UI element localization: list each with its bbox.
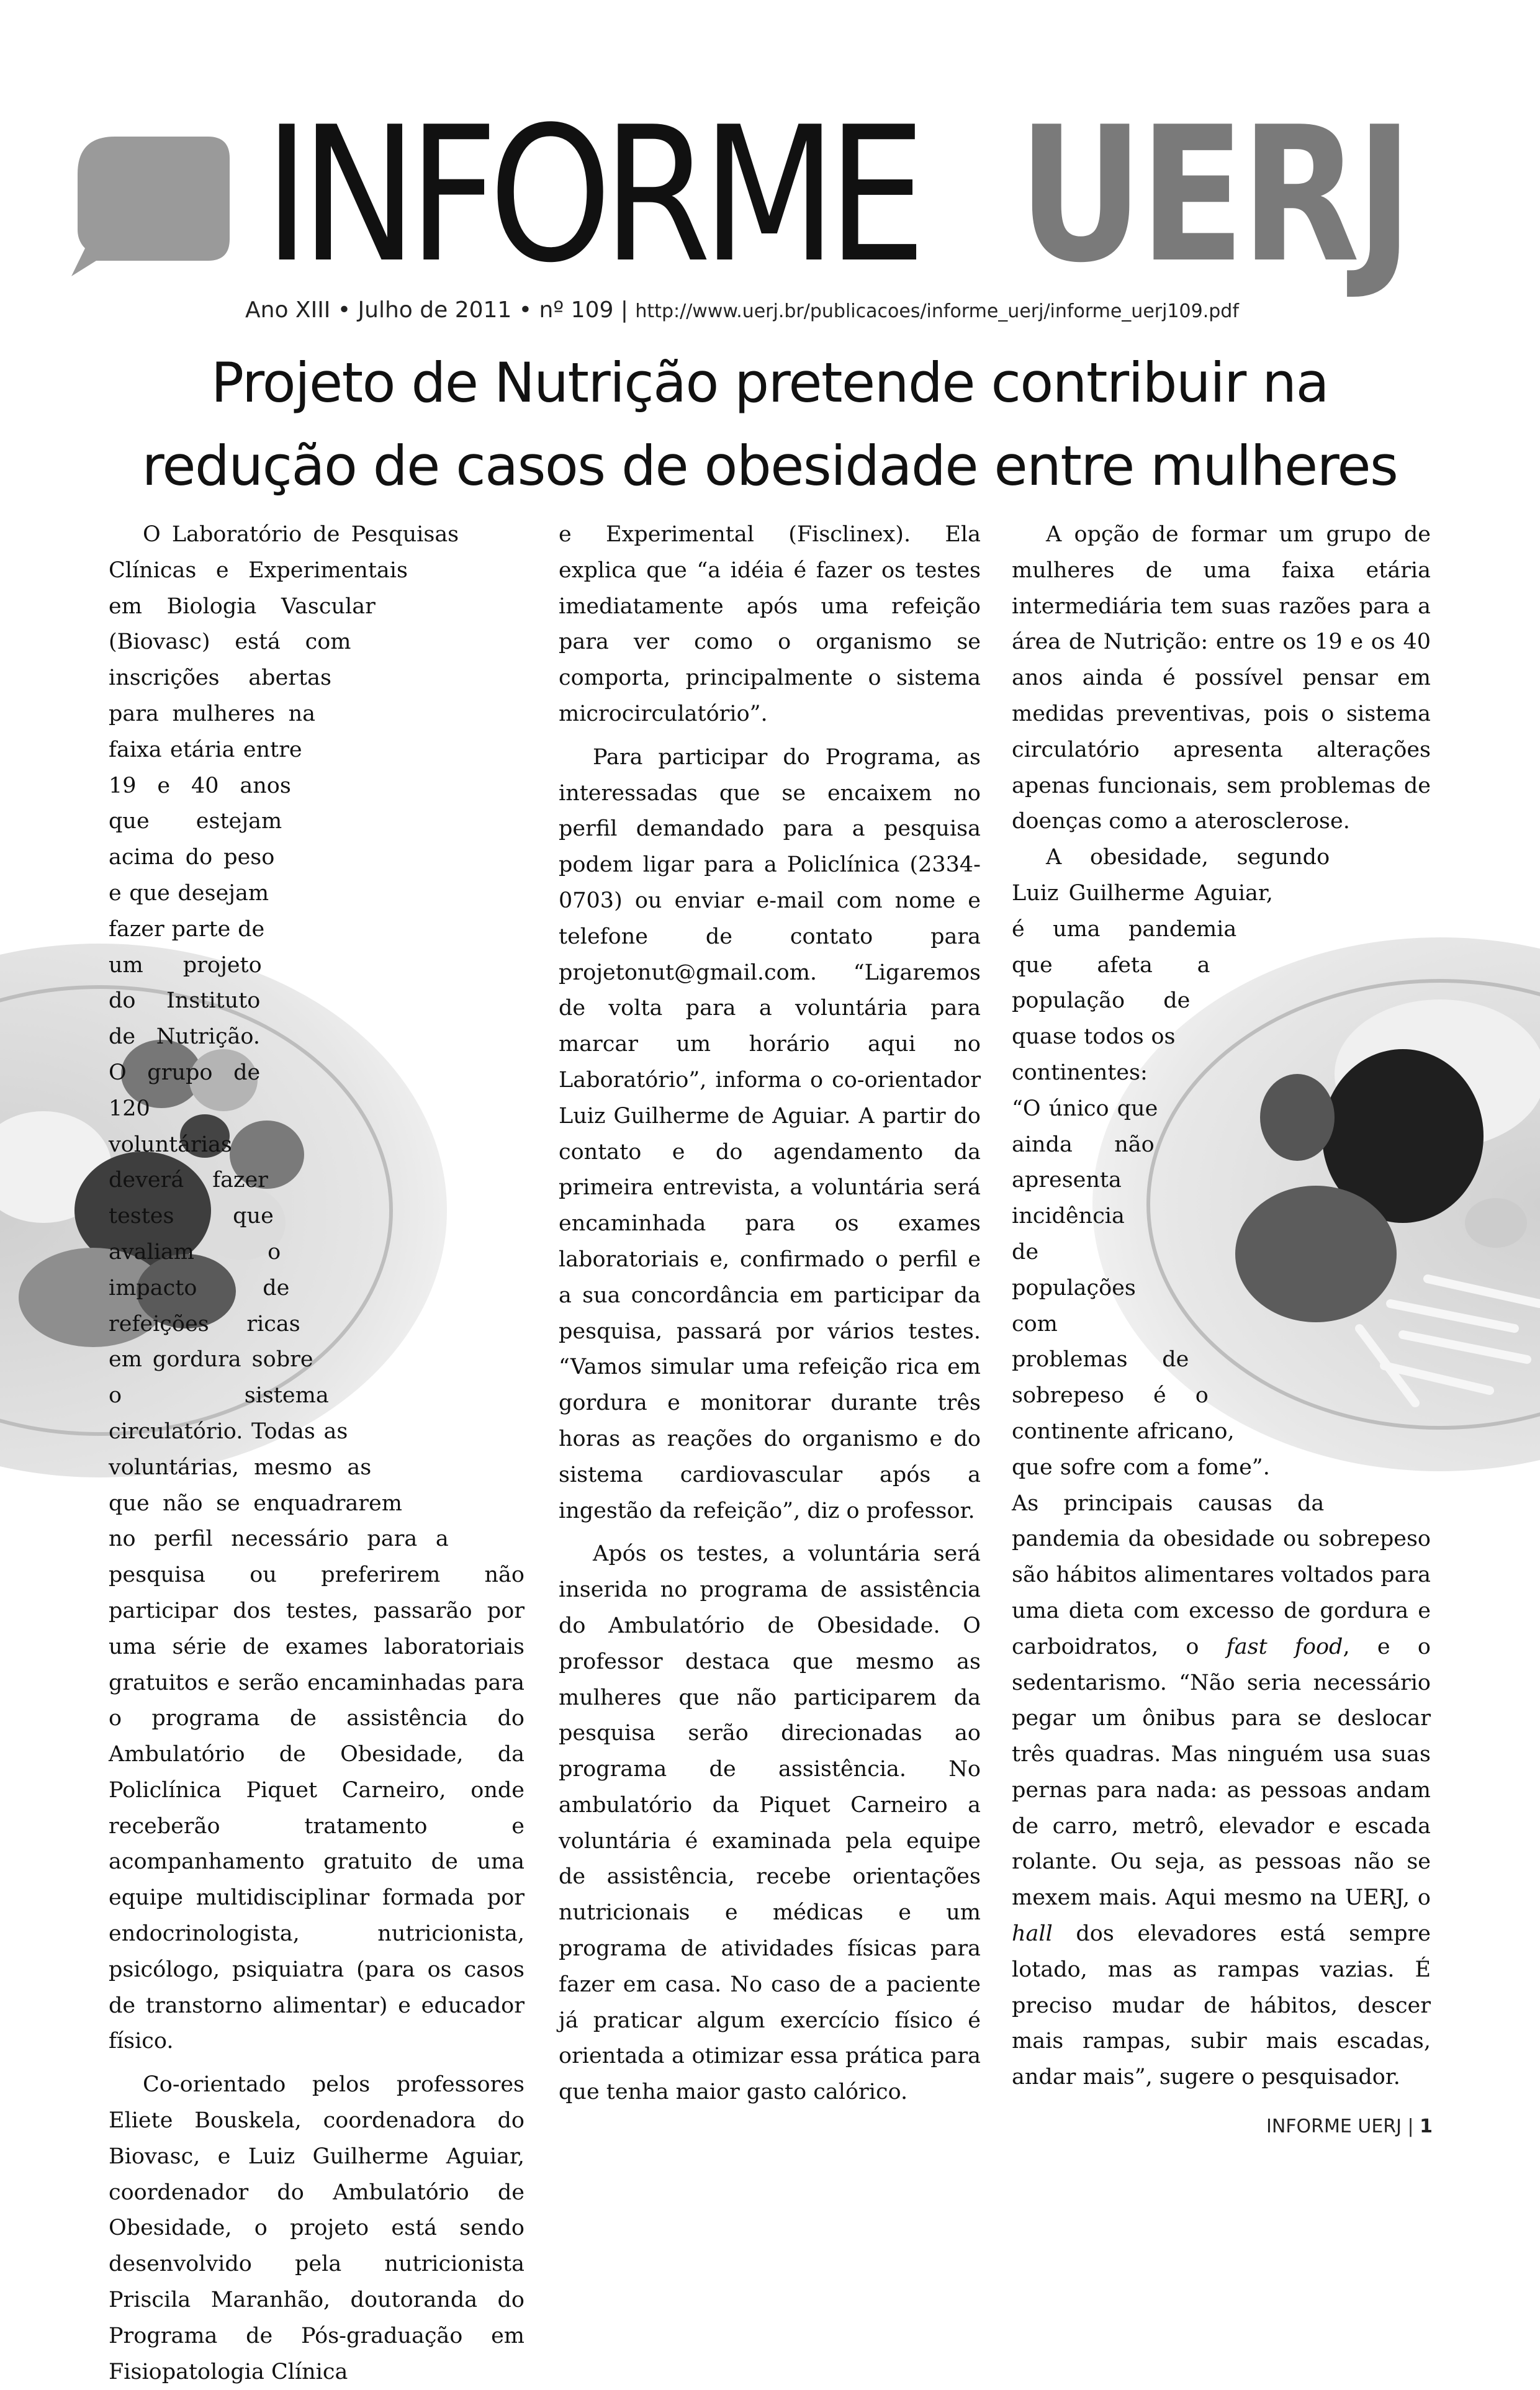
issue-info: Ano XIII • Julho de 2011 • nº 109 | <box>245 297 636 323</box>
article-paragraph: Para participar do Programa, as interessadas que se encaixem no perfil demandado para a pesquisa podem ligar para a Policlínica (2334-0703) ou enviar e-mail com nome e telefone de contato para projetonut@gmail.com. “Ligaremos de volta para a voluntária para marcar um horário aqui no Laboratório”, informa o co-orientador Luiz Guilherme de Aguiar. A partir do contato e do agendamento da primeira entrevista, a voluntária será encaminhada para os exames laboratoriais e, confirmado o perfil e a sua concordância em participar da pesquisa, passará por vários testes. “Vamos simular uma refeição rica em gordura e monitorar durante três horas as reações do organismo e do sistema cardiovascular após a ingestão da refeição”, diz o professor. <box>559 744 981 1523</box>
article-paragraph: O Laboratório de Pesquisas Clínicas e Experimentais em Biologia Vascular (Biovasc) está com inscrições abertas para mulheres na faixa etária entre 19 e 40 anos que estejam acima do peso e que desejam fazer parte de um projeto do Instituto de Nutrição. O grupo de 120 voluntárias deverá fazer testes que avaliam o impacto de refeições ricas em gordura sobre o sistema circulatório. Todas as voluntárias, mesmo as que não se enquadrarem no perfil necessário para a pesquisa ou preferirem não participar dos testes, passarão por uma série de exames laboratoriais gratuitos e serão encaminhadas para o programa de assistência do Ambulatório de Obesidade, da Policlínica Piquet Carneiro, onde receberão tratamento e acompanhamento gratuito de uma equipe multidisciplinar formada por endocrinologista, nutricionista, psicólogo, psiquiatra (para os casos de transtorno alimentar) e educador físico. <box>109 522 525 2054</box>
text-run: dos elevadores está sempre lotado, mas as rampas vazias. É preciso mudar de hábitos, descer mais rampas, subir mais escadas, andar mais”, sugere o pesquisador. <box>1012 1921 1431 2090</box>
headline-line-1: Projeto de Nutrição pretende contribuir na <box>210 351 1329 415</box>
article-paragraph: e Experimental (Fisclinex). Ela explica que “a idéia é fazer os testes imediatamente após uma refeição para ver como o organismo se comporta, principalmente o sistema microcirculatório”. <box>559 522 981 726</box>
term-hall: hall <box>1012 1921 1053 1947</box>
issue-line <box>245 297 1300 325</box>
article-column-1 <box>109 517 525 2390</box>
page-number: 1 <box>1420 2116 1433 2137</box>
article-column-2 <box>559 517 981 2111</box>
masthead-title-uerj: UERJ <box>1018 87 1410 304</box>
article-paragraph: A opção de formar um grupo de mulheres de uma faixa etária intermediária tem suas razões para a área de Nutrição: entre os 19 e os 40 anos ainda é possível pensar em medidas preventivas, pois o sistema circulatório apresenta alterações apenas funcionais, sem problemas de doenças como a aterosclerose. <box>1012 522 1431 834</box>
issue-url[interactable]: http://www.uerj.br/publicacoes/informe_uerj/informe_uerj109.pdf <box>635 300 1239 322</box>
article-paragraph: Co-orientado pelos professores Eliete Bouskela, coordenadora do Biovasc, e Luiz Guilherme Aguiar, coordenador do Ambulatório de Obesidade, o projeto está sendo desenvolvido pela nutricionista Priscila Maranhão, doutoranda do Programa de Pós-graduação em Fisiopatologia Clínica <box>109 2072 525 2384</box>
headline-line-2: redução de casos de obesidade entre mulheres <box>142 434 1398 498</box>
footer-label: INFORME UERJ | <box>1266 2116 1420 2137</box>
article-paragraph: Após os testes, a voluntária será inserida no programa de assistência do Ambulatório de Obesidade. O professor destaca que mesmo as mulheres que não participarem da pesquisa serão direcionadas ao programa de assistência. No ambulatório da Piquet Carneiro a voluntária é examinada pela equipe de assistência, recebe orientações nutricionais e médicas e um programa de atividades físicas para fazer em casa. No caso de a paciente já praticar algum exercício físico é orientada a otimizar essa prática para que tenha maior gasto calórico. <box>559 1541 981 2105</box>
page-footer <box>1266 2116 1433 2137</box>
article-column-3 <box>1012 517 1431 2096</box>
headline <box>93 341 1446 508</box>
text-run: A obesidade, segundo Luiz Guilherme Aguiar, é uma pandemia que afeta a população de quase todos os continentes: “O único que ainda não apresenta incidência de populações com problemas de sobrepeso é o continente africano, que sofre com a fome”. As principais causas da pandemia da obesidade ou sobrepeso são hábitos alimentares voltados para uma dieta com excesso de gordura e carboidratos, o <box>1012 845 1431 1659</box>
text-run: , e o sedentarismo. “Não seria necessário pegar um ônibus para se deslocar três quadras. Mas ninguém usa suas pernas para nada: as pessoas andam de carro, metrô, elevador e escada rolante. Ou seja, as pessoas não se mexem mais. Aqui mesmo na UERJ, o <box>1012 1634 1431 1911</box>
masthead-title-informe: INFORME <box>264 87 917 304</box>
speech-bubble-icon <box>71 137 230 276</box>
term-fast-food: fast food <box>1226 1634 1343 1659</box>
